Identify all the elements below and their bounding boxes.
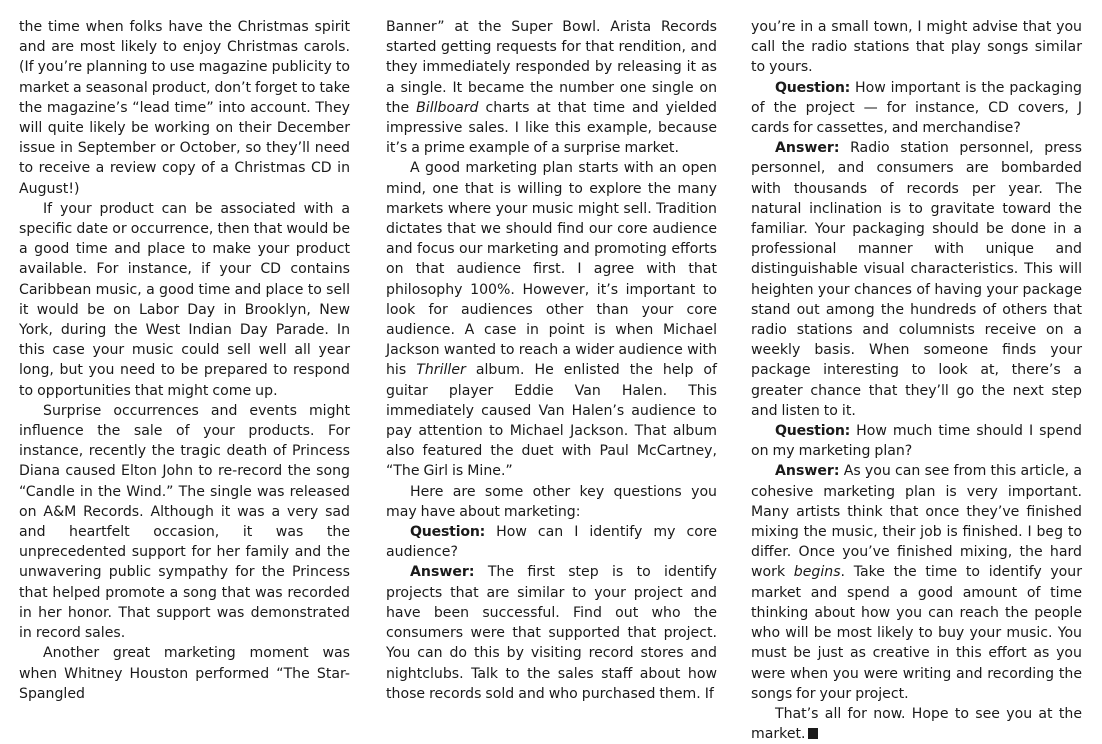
paragraph-text: charts at that time and yielded impressive sales. I like this example, because it’s a prime example of a surprise market. [386, 99, 717, 157]
body-paragraph [19, 643, 350, 704]
paragraph-text: . Take the time to identify your market and spend a good amount of time thinking about how you can reach the people who will be most likely to buy your music. You must be just as creative in this effort as you were when you were writing and recording the songs for your project. [751, 564, 1083, 702]
italic-title: Thriller [416, 362, 466, 379]
answer-paragraph [386, 562, 717, 703]
question-label: Question: [410, 524, 486, 541]
paragraph-text: If your product can be associated with a specific date or occurrence, then that would be a good time and place to make your product available. For instance, if your CD contains Caribbean music, a good time and place to sell it would be on Labor Day in Brooklyn, New York, during the West Indian Day Parade. In this case your music could sell well all year long, but you need to be prepared to respond to opportunities that might come up. [19, 200, 350, 399]
question-label: Question: [775, 79, 851, 96]
paragraph-text: Another great marketing moment was when Whitney Houston performed “The Star-Spangled [19, 645, 350, 702]
paragraph-text: Surprise occurrences and events might influence the sale of your products. For instance, recently the tragic death of Princess Diana caused Elton John to re-record the song “Candle in the Wind.” The single was released on A&M Records. Although it was a very sad and heartfelt occasion, it was the unprecedented support for her family and the unwavering public sympathy for the Princess that helped promote a song that was recorded in her honor. That support was demonstrated in record sales. [19, 402, 350, 642]
paragraph-text: As you can see from this article, a cohesive marketing plan is very important. Many artists think that once they’ve finished mixing the music, their job is finished. I beg to differ. Once you’ve finished mixing, the hard work [751, 463, 1082, 581]
answer-label: Answer: [775, 140, 840, 157]
body-paragraph [386, 482, 717, 522]
paragraph-text: Here are some other key questions you may have about marketing: [386, 483, 717, 520]
question-label: Question: [775, 423, 851, 440]
question-paragraph [751, 78, 1082, 139]
paragraph-text: Radio station personnel, press personnel, and consumers are bombarded with thousands of records per year. The natural inclination is to gravitate toward the familiar. Your packaging should be done in a professional manner with unique and distinguishable visual characteristics. This will heighten your chances of having your package stand out among the hundreds of others that radio stations and columnists receive on a weekly basis. When someone finds your package interesting to look at, there’s a greater chance that they’ll go the next step and listen to it. [751, 140, 1082, 419]
body-paragraph [19, 401, 350, 643]
answer-label: Answer: [410, 564, 475, 581]
italic-title: Billboard [416, 99, 479, 116]
question-paragraph [386, 522, 717, 562]
paragraph-text: How much time should I spend on my marketing plan? [751, 423, 1082, 460]
end-of-article-mark [808, 728, 818, 739]
question-paragraph [751, 421, 1082, 461]
body-paragraph [386, 158, 717, 481]
body-paragraph [386, 17, 717, 158]
body-paragraph [751, 17, 1082, 78]
paragraph-text: A good marketing plan starts with an open mind, one that is willing to explore the many markets where your music might sell. Tradition dictates that we should find our core audience and focus our marketing and promoting efforts on that audience first. I agree with that philosophy 100%. However, it’s important to look for audiences other than your core audience. A case in point is when Michael Jackson wanted to reach a wider audience with his [386, 160, 717, 379]
paragraph-text: album. He enlisted the help of guitar player Eddie Van Halen. This immediately caused Van Halen’s audience to pay attention to Michael Jackson. That album also featured the duet with Paul McCartney, “The Girl is Mine.” [386, 362, 718, 480]
paragraph-text: the time when folks have the Christmas spirit and are most likely to enjoy Christmas carols. (If you’re planning to use magazine publicity to market a seasonal product, don’t forget to take the magazine’s “lead time” into account. They will quite likely be working on their December issue in September or October, so they’ll need to receive a review copy of a Christmas CD in August!) [19, 19, 350, 197]
column-3 [751, 17, 1082, 744]
body-paragraph [19, 17, 350, 199]
paragraph-text: Banner” at the Super Bowl. Arista Records started getting requests for that rendition, and they immediately responded by releasing it as a single. It became the number one single on the [386, 19, 717, 116]
answer-paragraph [751, 461, 1082, 703]
paragraph-text: How can I identify my core audience? [386, 524, 717, 561]
paragraph-text: The first step is to identify projects that are similar to your project and have been successful. Find out who the consumers were that supported that project. You can do this by visiting record stores and nightclubs. Talk to the sales staff about how those records sold and who purchased them. If [386, 564, 717, 702]
body-paragraph [19, 199, 350, 401]
column-1 [19, 17, 350, 704]
paragraph-text: How important is the packaging of the project — for instance, CD covers, J cards for cassettes, and merchandise? [751, 79, 1082, 137]
answer-label: Answer: [775, 463, 840, 480]
italic-title: begins [793, 564, 841, 581]
answer-paragraph [751, 138, 1082, 421]
column-2 [386, 17, 717, 704]
paragraph-text: you’re in a small town, I might advise that you call the radio stations that play songs similar to yours. [751, 19, 1082, 76]
paragraph-text: That’s all for now. Hope to see you at the market. [751, 705, 1082, 743]
body-paragraph [751, 704, 1082, 744]
